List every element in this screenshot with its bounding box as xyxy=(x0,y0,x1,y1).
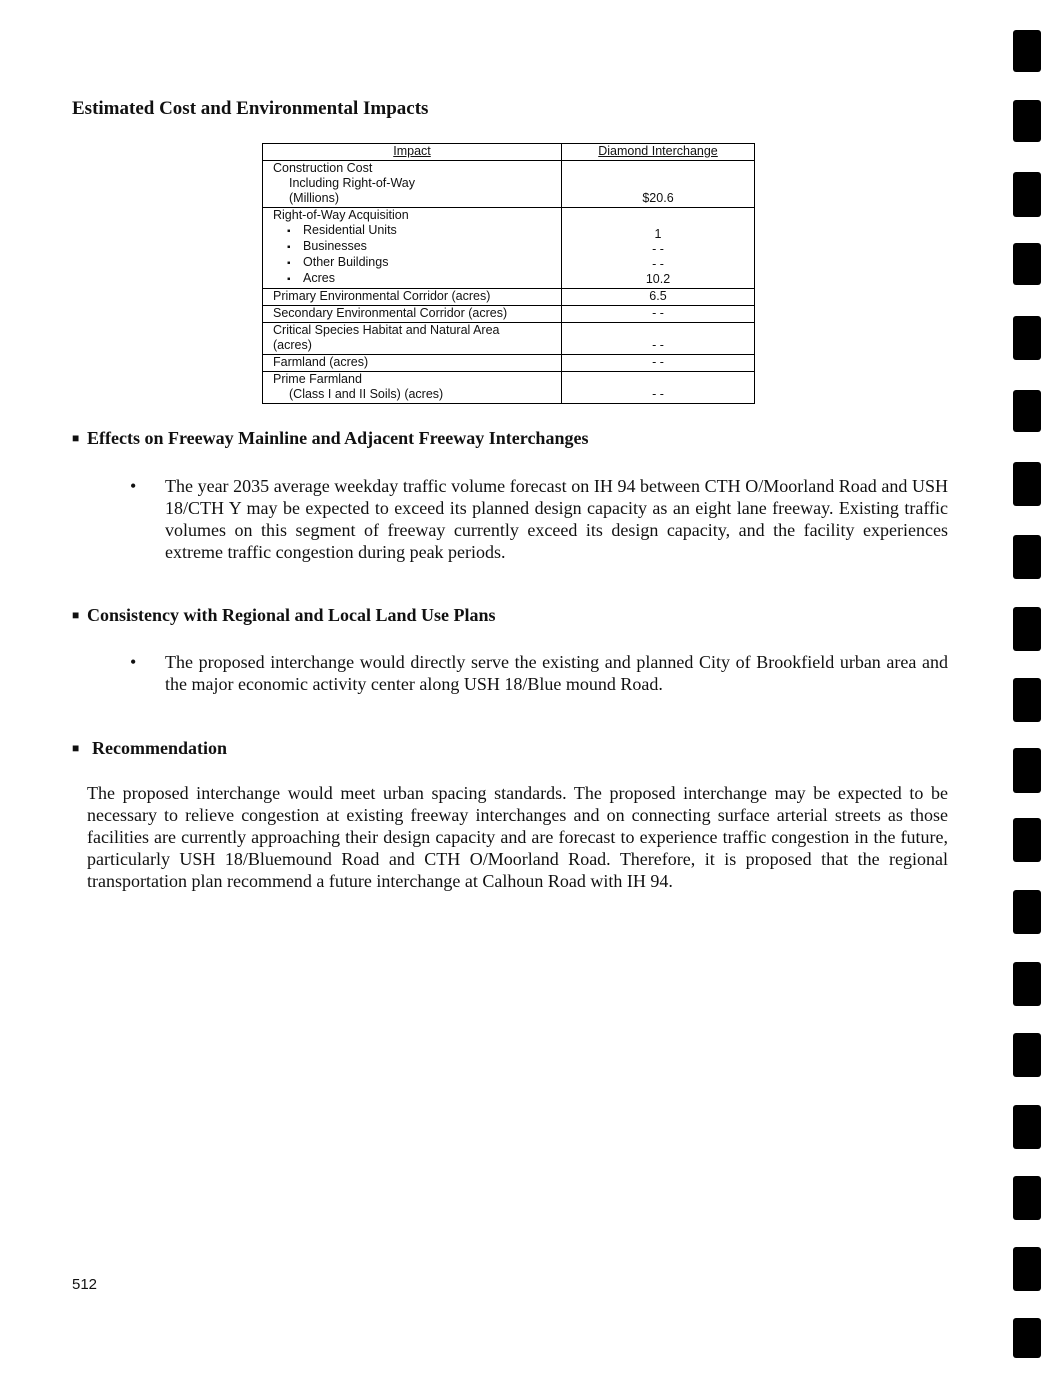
table-row xyxy=(263,208,755,289)
header-impact: Impact xyxy=(263,144,562,161)
row-label: Right-of-Way Acquisition ▪ Residential Units ▪ Businesses ▪ Other Buildings ▪ Acres xyxy=(263,208,562,289)
bullet-dot-icon: • xyxy=(130,652,137,672)
square-bullet-icon: ■ xyxy=(72,741,80,755)
section-title: Estimated Cost and Environmental Impacts xyxy=(72,98,429,119)
table-row xyxy=(263,372,755,404)
recommendation-heading: ■ Recommendation xyxy=(72,738,227,758)
table-row xyxy=(263,306,755,323)
consistency-heading: ■ Consistency with Regional and Local Land Use Plans xyxy=(72,605,496,625)
table-row xyxy=(263,289,755,306)
table-row xyxy=(263,323,755,355)
effects-bullet-text: The year 2035 average weekday traffic volume forecast on IH 94 between CTH O/Moorland Road and USH 18/CTH Y may be expected to exceed its planned design capacity as an eight lane freeway. Existing traffic volumes on this segment of freeway currently exceed its design capacity, and the facility experiences extreme traffic congestion during peak periods. xyxy=(165,476,948,562)
row-label: Primary Environmental Corridor (acres) xyxy=(263,289,562,306)
square-bullet-icon: ■ xyxy=(72,608,80,622)
row-label: Farmland (acres) xyxy=(263,355,562,372)
table-row xyxy=(263,161,755,208)
row-label: Secondary Environmental Corridor (acres) xyxy=(263,306,562,323)
impacts-table xyxy=(262,143,755,404)
row-label: Construction Cost Including Right-of-Way (Millions) xyxy=(263,161,562,208)
square-bullet-icon: ■ xyxy=(72,431,80,445)
row-value: - - xyxy=(562,355,755,372)
row-value: - - xyxy=(562,306,755,323)
row-label: Critical Species Habitat and Natural Area (acres) xyxy=(263,323,562,355)
table-header-row xyxy=(263,144,755,161)
row-value: - - xyxy=(562,372,755,404)
row-value: - - xyxy=(562,323,755,355)
bullet-dot-icon: • xyxy=(130,476,137,496)
row-label: Prime Farmland (Class I and II Soils) (acres) xyxy=(263,372,562,404)
effects-heading: ■ Effects on Freeway Mainline and Adjacent Freeway Interchanges xyxy=(72,428,589,448)
table-row xyxy=(263,355,755,372)
page-number: 512 xyxy=(72,1276,98,1293)
row-value: 1 - - - - 10.2 xyxy=(562,208,755,289)
consistency-bullet-text: The proposed interchange would directly serve the existing and planned City of Brookfield urban area and the major economic activity center along USH 18/Blue mound Road. xyxy=(165,652,948,694)
row-value: 6.5 xyxy=(562,289,755,306)
recommendation-text: The proposed interchange would meet urban spacing standards. The proposed interchange may be expected to be necessary to relieve congestion at existing freeway interchanges and on connecting surface arterial streets as those facilities are currently approaching their design capacity and are forecast to experience traffic congestion in the future, particularly USH 18/Bluemound Road and CTH O/Moorland Road. Therefore, it is proposed that the regional transportation plan recommend a future interchange at Calhoun Road with IH 94. xyxy=(87,783,948,891)
header-diamond-interchange: Diamond Interchange xyxy=(562,144,755,161)
row-value: $20.6 xyxy=(562,161,755,208)
